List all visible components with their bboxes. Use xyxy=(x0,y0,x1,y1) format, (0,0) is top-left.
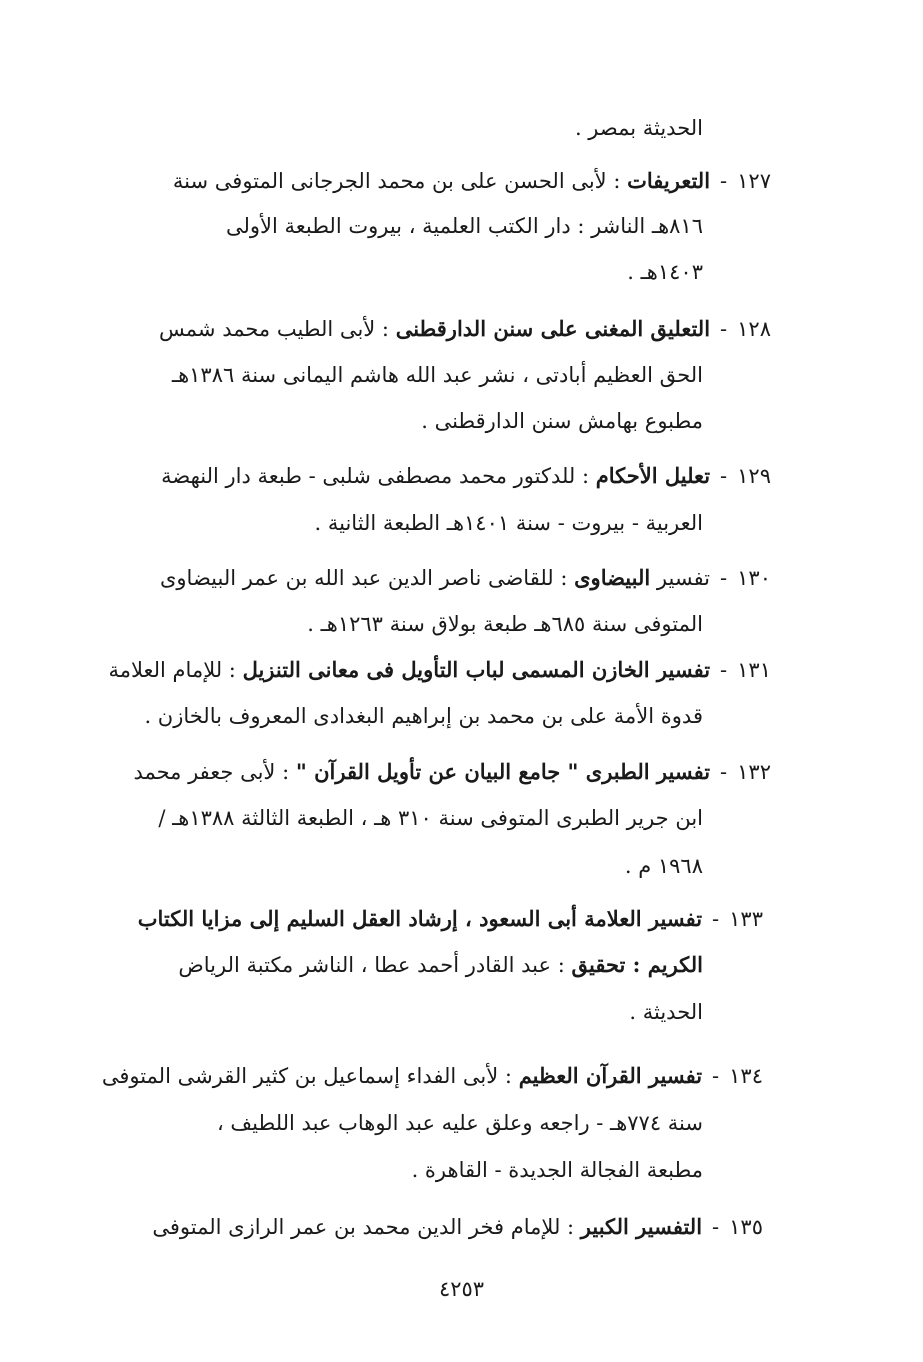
entry-129: ١٢٩-تعليل الأحكام : للدكتور محمد مصطفى شلبى - طبعة دار النهضة xyxy=(161,461,771,491)
entry-title: التعريفات xyxy=(627,168,711,193)
entry-text: : للإمام فخر الدين محمد بن عمر الرازى المتوفى xyxy=(152,1215,575,1239)
entry-title-continued: الكريم : تحقيق xyxy=(571,952,703,977)
entry-128-line2: الحق العظيم أبادتى ، نشر عبد الله هاشم اليمانى سنة ١٣٨٦هـ xyxy=(171,363,703,387)
entry-132: ١٣٢-تفسير الطبرى " جامع البيان عن تأويل القرآن " : لأبى جعفر محمد xyxy=(133,757,771,787)
entry-128: ١٢٨-التعليق المغنى على سنن الدارقطنى : لأبى الطيب محمد شمس xyxy=(159,314,771,344)
continuation-line: الحديثة بمصر . xyxy=(574,116,703,140)
entry-130-line2: المتوفى سنة ٦٨٥هـ طبعة بولاق سنة ١٢٦٣هـ . xyxy=(307,612,703,636)
entry-number: ١٣٠ xyxy=(737,566,771,590)
entry-title: تفسير الخازن المسمى لباب التأويل فى معانى التنزيل xyxy=(242,657,711,682)
entry-title: تفسير القرآن العظيم xyxy=(518,1063,703,1088)
entry-number: ١٣٥ xyxy=(729,1215,763,1239)
entry-128-line3: مطبوع بهامش سنن الدارقطنى . xyxy=(421,409,703,433)
entry-title: تفسير العلامة أبى السعود ، إرشاد العقل السليم إلى مزايا الكتاب xyxy=(137,906,703,931)
entry-number: ١٣٤ xyxy=(729,1064,763,1088)
entry-text: : للقاضى ناصر الدين عبد الله بن عمر البيضاوى xyxy=(159,566,568,590)
entry-132-line3: ١٩٦٨ م . xyxy=(624,854,703,878)
entry-132-line2: ابن جرير الطبرى المتوفى سنة ٣١٠ هـ ، الطبعة الثالثة ١٣٨٨هـ / xyxy=(158,806,703,830)
entry-title: التعليق المغنى على سنن الدارقطنى xyxy=(395,316,711,341)
entry-text: : للإمام العلامة xyxy=(108,658,236,682)
entry-title-prefix: تفسير xyxy=(656,566,711,590)
entry-number: ١٢٩ xyxy=(737,464,771,488)
entry-127-line3: ١٤٠٣هـ . xyxy=(627,260,703,284)
entry-133-line3: الحديثة . xyxy=(629,1000,703,1024)
entry-number: ١٣١ xyxy=(737,658,771,682)
entry-134: ١٣٤-تفسير القرآن العظيم : لأبى الفداء إسماعيل بن كثير القرشى المتوفى xyxy=(102,1061,763,1091)
entry-text: : لأبى الحسن على بن محمد الجرجانى المتوفى سنة xyxy=(172,169,621,193)
entry-number: ١٢٨ xyxy=(737,317,771,341)
page-number: ٤٢٥٣ xyxy=(438,1277,485,1301)
entry-134-line2: سنة ٧٧٤هـ - راجعه وعلق عليه عبد الوهاب عبد اللطيف ، xyxy=(216,1111,703,1135)
entry-127: ١٢٧-التعريفات : لأبى الحسن على بن محمد الجرجانى المتوفى سنة xyxy=(173,166,771,196)
entry-133-line2 xyxy=(178,950,703,980)
entry-130: ١٣٠-تفسير البيضاوى : للقاضى ناصر الدين عبد الله بن عمر البيضاوى xyxy=(160,563,771,593)
entry-135: ١٣٥-التفسير الكبير : للإمام فخر الدين محمد بن عمر الرازى المتوفى xyxy=(152,1212,763,1242)
entry-number: ١٣٣ xyxy=(729,907,763,931)
entry-title: التفسير الكبير xyxy=(580,1214,703,1239)
entry-131-line2: قدوة الأمة على بن محمد بن إبراهيم البغدادى المعروف بالخازن . xyxy=(144,704,703,728)
entry-text: : عبد القادر أحمد عطا ، الناشر مكتبة الرياض xyxy=(178,953,565,977)
entry-title: تفسير الطبرى " جامع البيان عن تأويل القرآن " xyxy=(295,759,711,784)
entry-127-line2: ٨١٦هـ الناشر : دار الكتب العلمية ، بيروت الطبعة الأولى xyxy=(225,214,703,238)
entry-134-line3: مطبعة الفجالة الجديدة - القاهرة . xyxy=(411,1158,703,1182)
entry-133: ١٣٣-تفسير العلامة أبى السعود ، إرشاد العقل السليم إلى مزايا الكتاب xyxy=(138,904,763,934)
entry-title: البيضاوى xyxy=(574,565,651,590)
entry-text: : للدكتور محمد مصطفى شلبى - طبعة دار النهضة xyxy=(161,464,590,488)
entry-129-line2: العربية - بيروت - سنة ١٤٠١هـ الطبعة الثانية . xyxy=(314,511,703,535)
entry-131: ١٣١-تفسير الخازن المسمى لباب التأويل فى معانى التنزيل : للإمام العلامة xyxy=(108,655,771,685)
entry-number: ١٣٢ xyxy=(737,760,771,784)
entry-text: : لأبى الطيب محمد شمس xyxy=(159,317,390,341)
entry-title: تعليل الأحكام xyxy=(595,463,711,488)
entry-text: : لأبى الفداء إسماعيل بن كثير القرشى المتوفى xyxy=(101,1064,512,1088)
entry-text: : لأبى جعفر محمد xyxy=(133,760,290,784)
entry-number: ١٢٧ xyxy=(737,169,771,193)
